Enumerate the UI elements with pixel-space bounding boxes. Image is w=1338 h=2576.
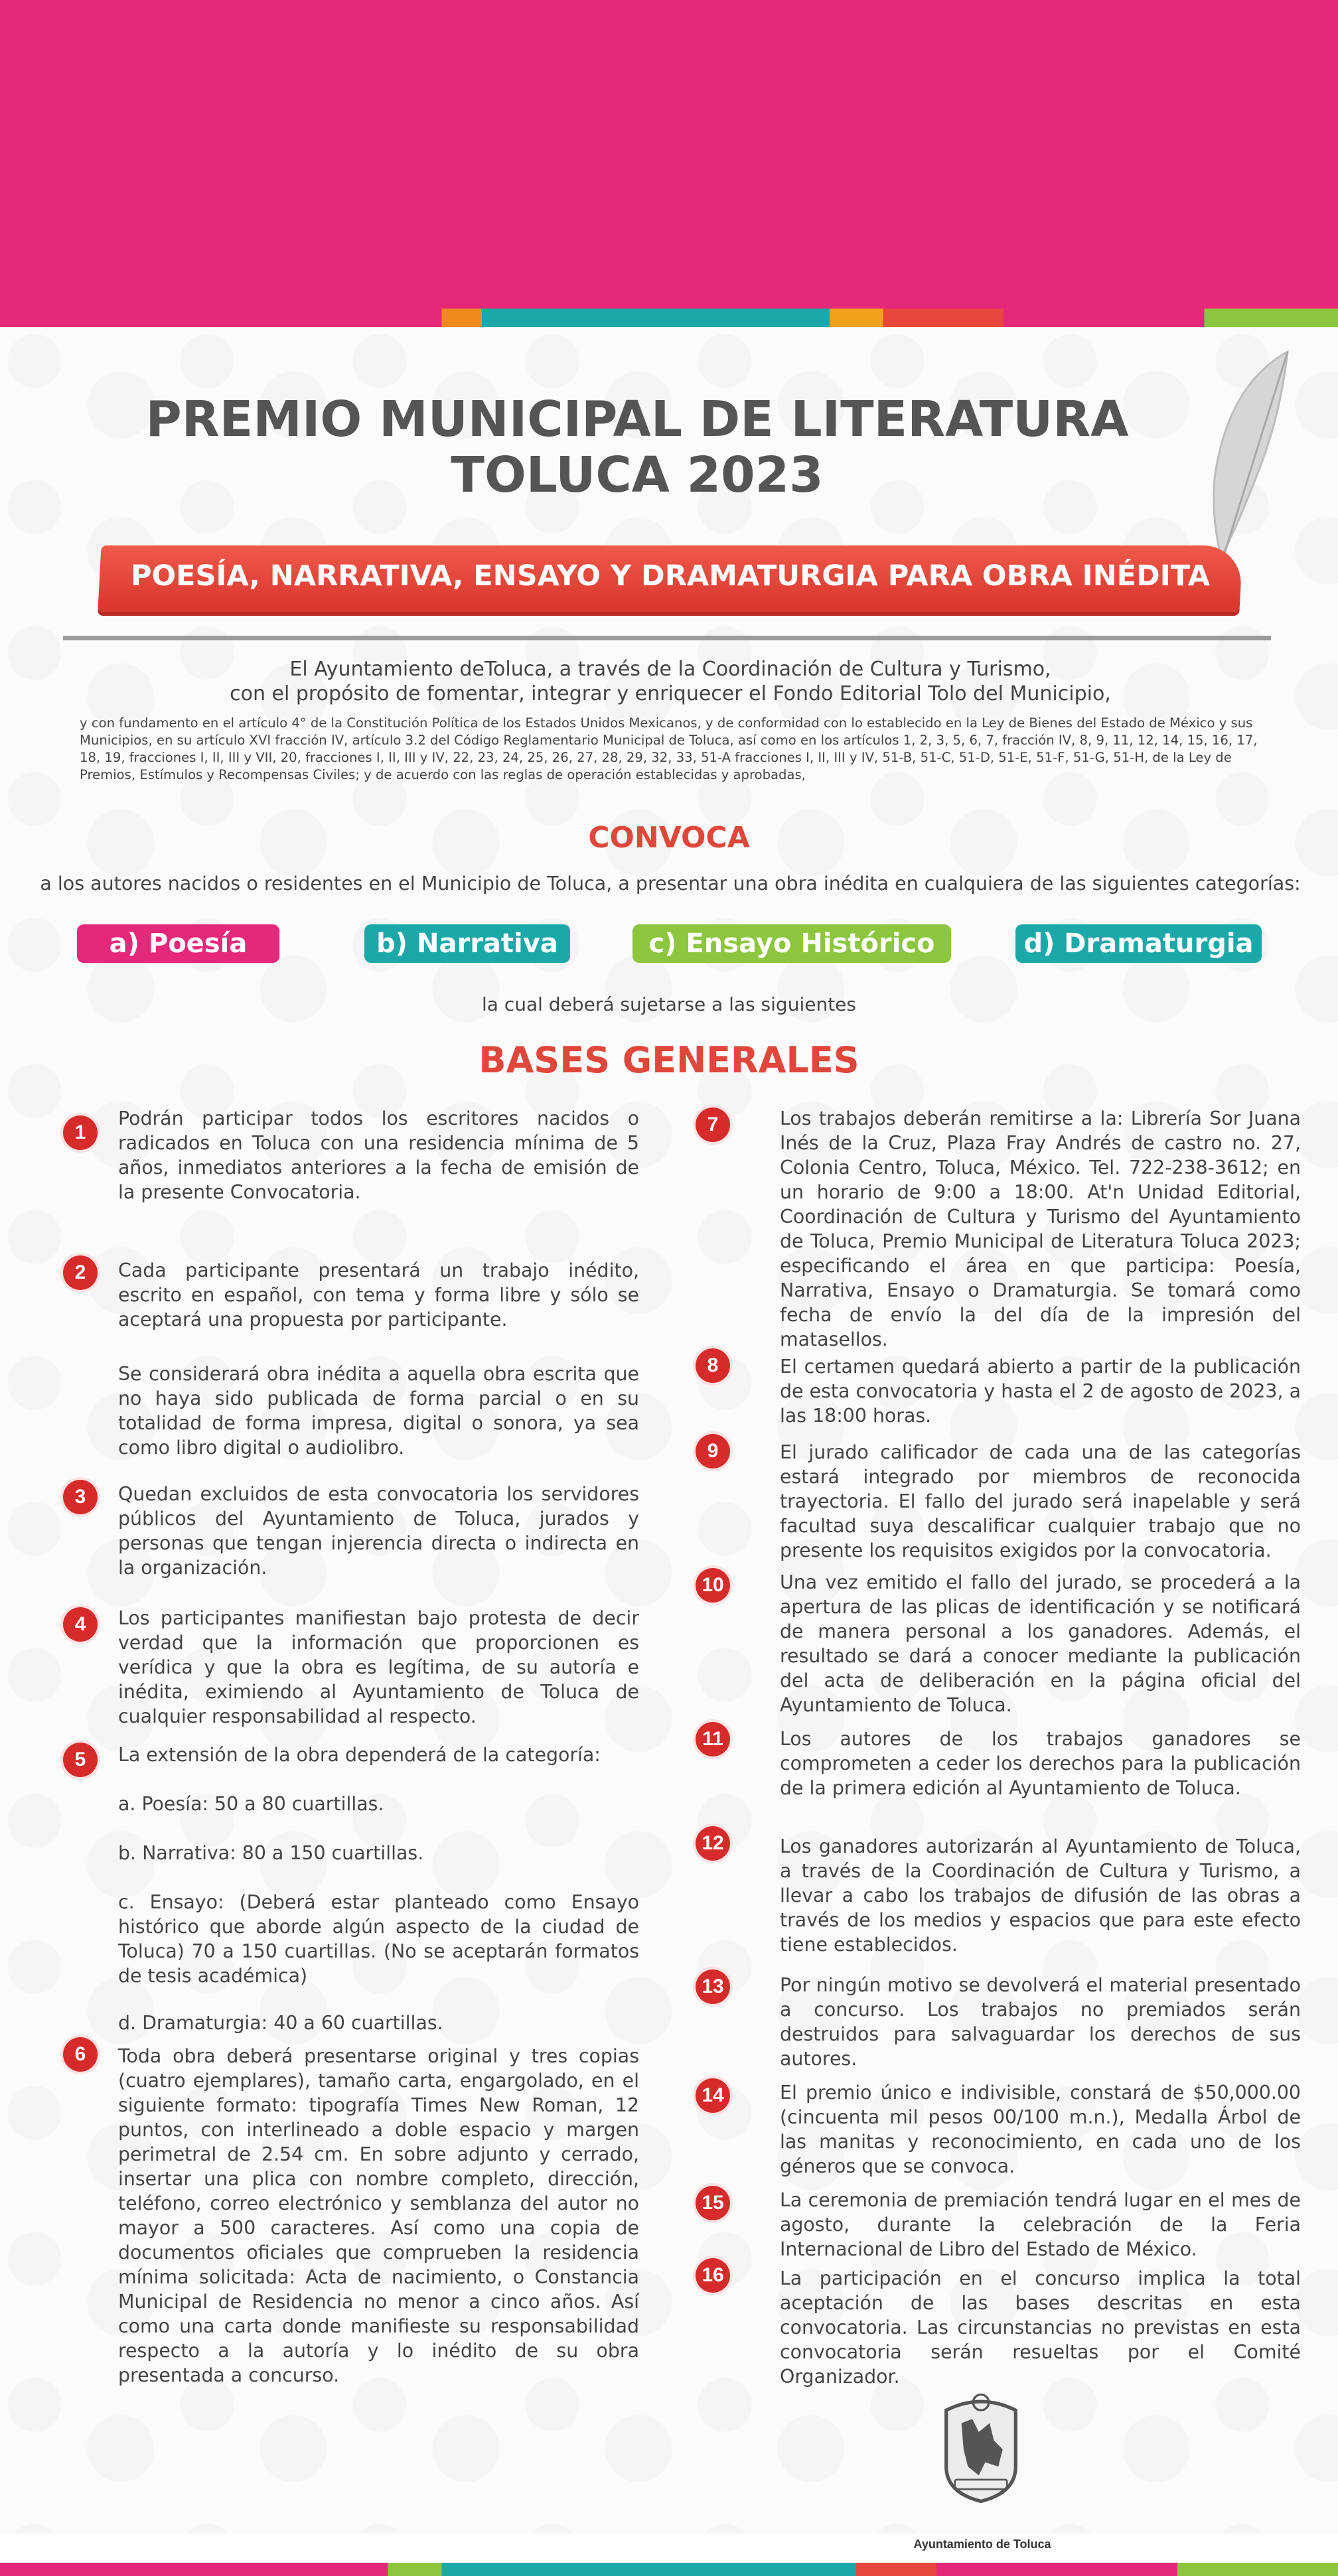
base-number-badge: 5	[63, 1743, 98, 1777]
base-item-10: Una vez emitido el fallo del jurado, se procederá a la apertura de las plicas de identificación y se notificará de manera personal a los ganadores. Además, el resultado se dará a conocer mediante la publicación del acta de deliberación en la página oficial del Ayuntamiento de Toluca.	[780, 1571, 1301, 1716]
base-number-badge: 14	[696, 2078, 730, 2113]
category-badge-poesia: a) Poesía	[77, 924, 279, 963]
base-item-5d: d. Dramaturgia: 40 a 60 cuartillas.	[118, 2012, 443, 2034]
base-number-badge: 1	[63, 1115, 98, 1150]
base-item-11: Los autores de los trabajos ganadores se comprometen a ceder los derechos para la publicación de la primera edición al Ayuntamiento de Toluca.	[780, 1728, 1301, 1799]
base-item-6: Toda obra deberá presentarse original y tres copias (cuatro ejemplares), tamaño carta, engargolado, en el siguiente formato: tipografía Times New Roman, 12 puntos, con interlineado a doble espacio y margen perimetral de 2.54 cm. En sobre adjunto y cerrado, insertar una plica con nombre completo, dirección, teléfono, correo electrónico y semblanza del autor no mayor a 500 caracteres. Así como una copia de documentos oficiales que comprueben la residencia mínima solicitada: Acta de nacimiento, o Constancia Municipal de Residencia no menor a cinco años. Así como una carta donde manifieste su responsabilidad respecto a la autoría y lo inédito de su obra presentada a concurso.	[118, 2045, 639, 2386]
base-number-badge: 11	[696, 1722, 730, 1756]
category-badge-dramaturgia: d) Dramaturgia	[1015, 924, 1262, 963]
footer-color-stripe	[0, 2563, 1338, 2576]
base-number-badge: 2	[63, 1255, 98, 1290]
base-item-1: Podrán participar todos los escritores nacidos o radicados en Toluca con una residencia mínima de 5 años, inmediatos anteriores a la fecha de emisión de la presente Convocatoria.	[118, 1108, 639, 1203]
base-number-badge: 16	[696, 2258, 730, 2293]
base-number-badge: 3	[63, 1480, 98, 1514]
header-color-stripe	[0, 309, 1338, 327]
header-banner	[0, 0, 1338, 317]
base-number-badge: 8	[696, 1348, 730, 1383]
convoca-heading: CONVOCA	[588, 821, 750, 855]
page-title-line2: TOLUCA 2023	[451, 447, 824, 504]
base-item-2-note: Se considerará obra inédita a aquella obra escrita que no haya sido publicada de forma parcial o en su totalidad de forma impresa, digital o sonora, ya sea como libro digital o audiolibro.	[118, 1363, 639, 1459]
base-item-9: El jurado calificador de cada una de las categorías estará integrado por miembros de reconocida trayectoria. El fallo del jurado será inapelable y será facultad suya descalificar cualquier trabajo que no presente los requisitos exigidos por la convocatoria.	[780, 1441, 1301, 1561]
page-title-line1: PREMIO MUNICIPAL DE LITERATURA	[145, 391, 1129, 448]
base-item-5c: c. Ensayo: (Deberá estar planteado como Ensayo histórico que aborde algún aspecto de la ciudad de Toluca) 70 a 150 cuartillas. (No se aceptarán formatos de tesis académica)	[118, 1891, 639, 1987]
base-item-5b: b. Narrativa: 80 a 150 cuartillas.	[118, 1842, 424, 1864]
base-item-13: Por ningún motivo se devolverá el material presentado a concurso. Los trabajos no premiados serán destruidos para salvaguardar los derechos de sus autores.	[780, 1974, 1301, 2070]
base-item-5a: a. Poesía: 50 a 80 cuartillas.	[118, 1793, 384, 1815]
base-number-badge: 10	[696, 1568, 730, 1603]
base-item-8: El certamen quedará abierto a partir de la publicación de esta convocatoria y hasta el 2 de agosto de 2023, a las 18:00 horas.	[780, 1356, 1301, 1427]
base-item-16: La participación en el concurso implica la total aceptación de las bases descritas en esta convocatoria. Las circunstancias no previstas en esta convocatoria serán resueltas por el Comité Organizador.	[780, 2267, 1301, 2388]
base-number-badge: 4	[63, 1607, 98, 1642]
subject-text: la cual deberá sujetarse a las siguientes	[481, 993, 856, 1015]
base-number-badge: 13	[696, 1969, 730, 2004]
footer-crest-icon	[934, 2393, 1027, 2506]
base-number-badge: 15	[696, 2186, 730, 2220]
base-item-5: La extensión de la obra dependerá de la categoría:	[118, 1744, 601, 1766]
base-item-14: El premio único e indivisible, constará de $50,000.00 (cincuenta mil pesos 00/100 m.n.), Medalla Árbol de las manitas y reconocimiento, en cada uno de los géneros que se convoca.	[780, 2082, 1301, 2177]
category-banner-text: POESÍA, NARRATIVA, ENSAYO Y DRAMATURGIA PARA OBRA INÉDITA	[131, 559, 1210, 593]
base-number-badge: 12	[696, 1826, 730, 1861]
intro-line1: El Ayuntamiento deToluca, a través de la Coordinación de Cultura y Turismo,	[289, 658, 1051, 681]
base-item-4: Los participantes manifiestan bajo protesta de decir verdad que la información que proporcionen es verídica y que la obra es legítima, de su autoría e inédita, eximiendo al Ayuntamiento de Toluca de cualquier responsabilidad al respecto.	[118, 1607, 639, 1727]
category-badge-ensayo: c) Ensayo Histórico	[632, 924, 951, 963]
base-number-badge: 7	[696, 1108, 730, 1142]
divider	[63, 636, 1271, 640]
base-item-15: La ceremonia de premiación tendrá lugar en el mes de agosto, durante la celebración de la Feria Internacional de Libro del Estado de México.	[780, 2189, 1301, 2260]
intro-text	[100, 657, 1241, 706]
convoca-text: a los autores nacidos o residentes en el Municipio de Toluca, a presentar una obra inédita en cualquiera de las siguientes categorías:	[40, 873, 1301, 894]
intro-line2: con el propósito de fomentar, integrar y enriquecer el Fondo Editorial Tolo del Municipio,	[230, 682, 1111, 705]
category-badge-narrativa: b) Narrativa	[364, 924, 570, 963]
footer-caption-line1: Ayuntamiento de Toluca	[913, 2538, 1051, 2551]
base-number-badge: 6	[63, 2037, 98, 2072]
page-title	[100, 392, 1175, 503]
legal-basis-text: y con fundamento en el artículo 4° de la Constitución Política de los Estados Unidos Mexicanos, y de conformidad con lo establecido en la Ley de Bienes del Estado de México y sus Municipios, en su artículo XVI fracción IV, artículo 3.2 del Código Reglamentario Municipal de Toluca, así como en los artículos 1, 2, 3, 5, 6, 7, fracción IV, 8, 9, 11, 12, 14, 15, 16, 17, 18, 19, fracciones I, II, III y VII, 20, fracciones I, II, III y IV, 22, 23, 24, 25, 26, 27, 28, 29, 32, 33, 51-A fracciones I, II, III y IV, 51-B, 51-C, 51-D, 51-E, 51-F, 51-G, 51-H, de la Ley de Premios, Estímulos y Recompensas Civiles; y de acuerdo con las reglas de operación establecidas y aprobadas,	[80, 715, 1258, 782]
base-item-12: Los ganadores autorizarán al Ayuntamiento de Toluca, a través de la Coordinación de Cultura y Turismo, a llevar a cabo los trabajos de difusión de las obras a través de los medios y espacios que para este efecto tiene establecidos.	[780, 1835, 1301, 1956]
base-number-badge: 9	[696, 1434, 730, 1468]
base-item-2: Cada participante presentará un trabajo inédito, escrito en español, con tema y forma libre y sólo se aceptará una propuesta por participante.	[118, 1259, 639, 1330]
bases-heading: BASES GENERALES	[479, 1039, 859, 1081]
base-item-7: Los trabajos deberán remitirse a la: Librería Sor Juana Inés de la Cruz, Plaza Fray Andrés de castro no. 27, Colonia Centro, Toluca, México. Tel. 722-238-3612; en un horario de 9:00 a 18:00. At'n Unidad Editorial, Coordinación de Cultura y Turismo del Ayuntamiento de Toluca, Premio Municipal de Literatura Toluca 2023; especificando el área en que participa: Poesía, Narrativa, Ensayo o Dramaturgia. Se tomará como fecha de envío la del día de la impresión del matasellos.	[780, 1108, 1301, 1350]
base-item-3: Quedan excluidos de esta convocatoria los servidores públicos del Ayuntamiento de Toluca, jurados y personas que tengan injerencia directa o indirecta en la organización.	[118, 1483, 639, 1579]
